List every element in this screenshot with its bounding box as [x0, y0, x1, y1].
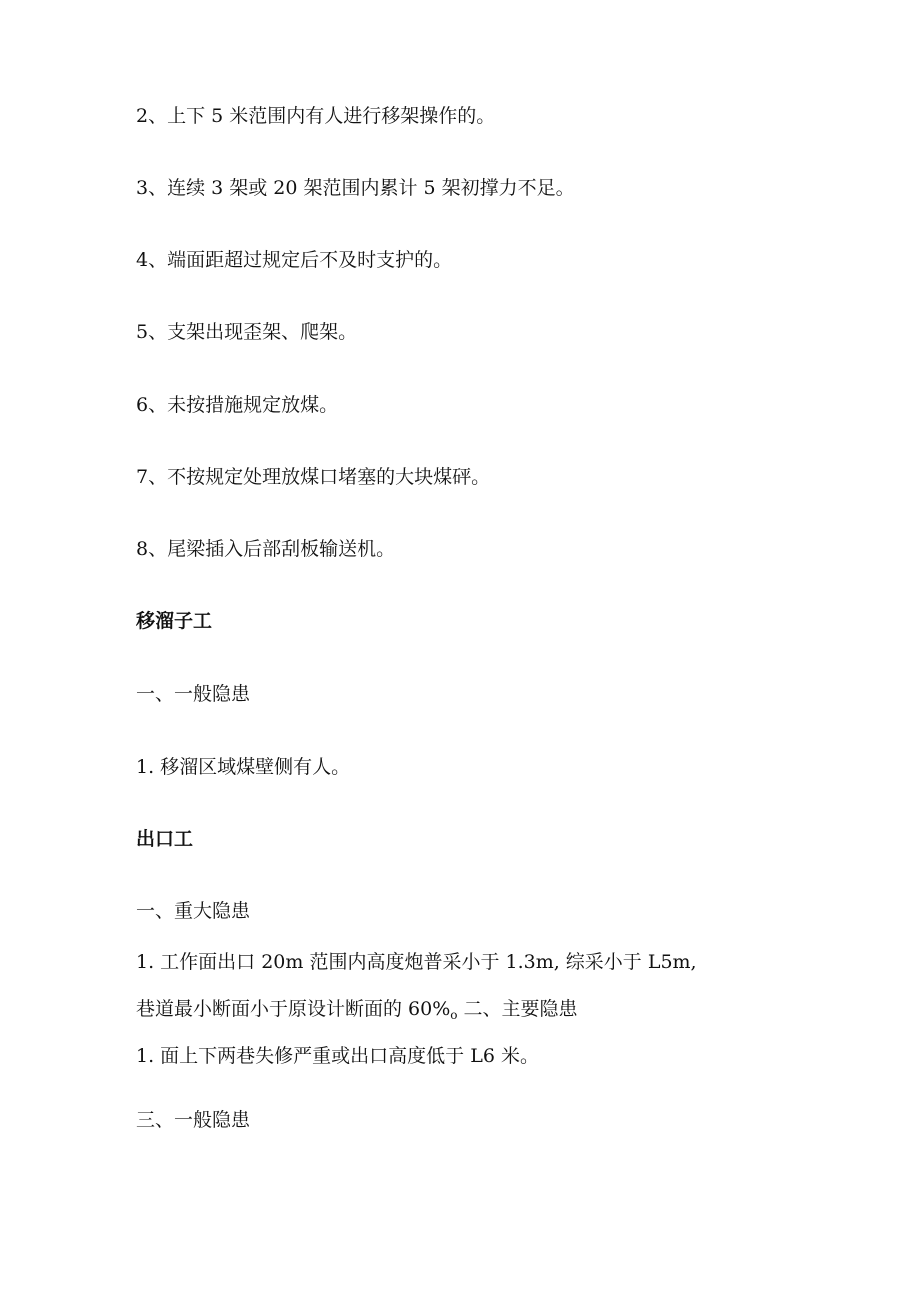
subscript-text: o — [450, 1008, 458, 1022]
list-item: 4、端面距超过规定后不及时支护的。 — [136, 249, 453, 271]
list-item: 1. 移溜区域煤壁侧有人。 — [136, 756, 351, 778]
list-item-continuation — [136, 997, 578, 1027]
list-item: 7、不按规定处理放煤口堵塞的大块煤砰。 — [136, 466, 491, 488]
list-item: 8、尾梁插入后部刮板输送机。 — [136, 538, 396, 560]
sub-heading-major-hazards: 一、重大隐患 — [136, 900, 251, 922]
list-item: 3、连续 3 架或 20 架范围内累计 5 架初撑力不足。 — [136, 177, 575, 199]
section-heading-chukou: 出口工 — [136, 828, 194, 850]
sub-heading-general-hazards: 三、一般隐患 — [136, 1109, 251, 1131]
list-item: 5、支架出现歪架、爬架。 — [136, 321, 358, 343]
sub-heading-general-hazards: 一、一般隐患 — [136, 683, 251, 705]
list-item: 2、上下 5 米范围内有人进行移架操作的。 — [136, 105, 496, 127]
sub-heading-main-hazards: 二、主要隐患 — [457, 998, 578, 1020]
section-heading-yiliuzi: 移溜子工 — [136, 610, 213, 632]
list-item: 6、未按措施规定放煤。 — [136, 394, 339, 416]
list-item: 1. 工作面出口 20m 范围内高度炮普采小于 1.3m, 综采小于 L5m, — [136, 951, 697, 973]
text-span: 巷道最小断面小于原设计断面的 60% — [136, 998, 451, 1020]
list-item: 1. 面上下两巷失修严重或出口高度低于 L6 米。 — [136, 1045, 539, 1067]
